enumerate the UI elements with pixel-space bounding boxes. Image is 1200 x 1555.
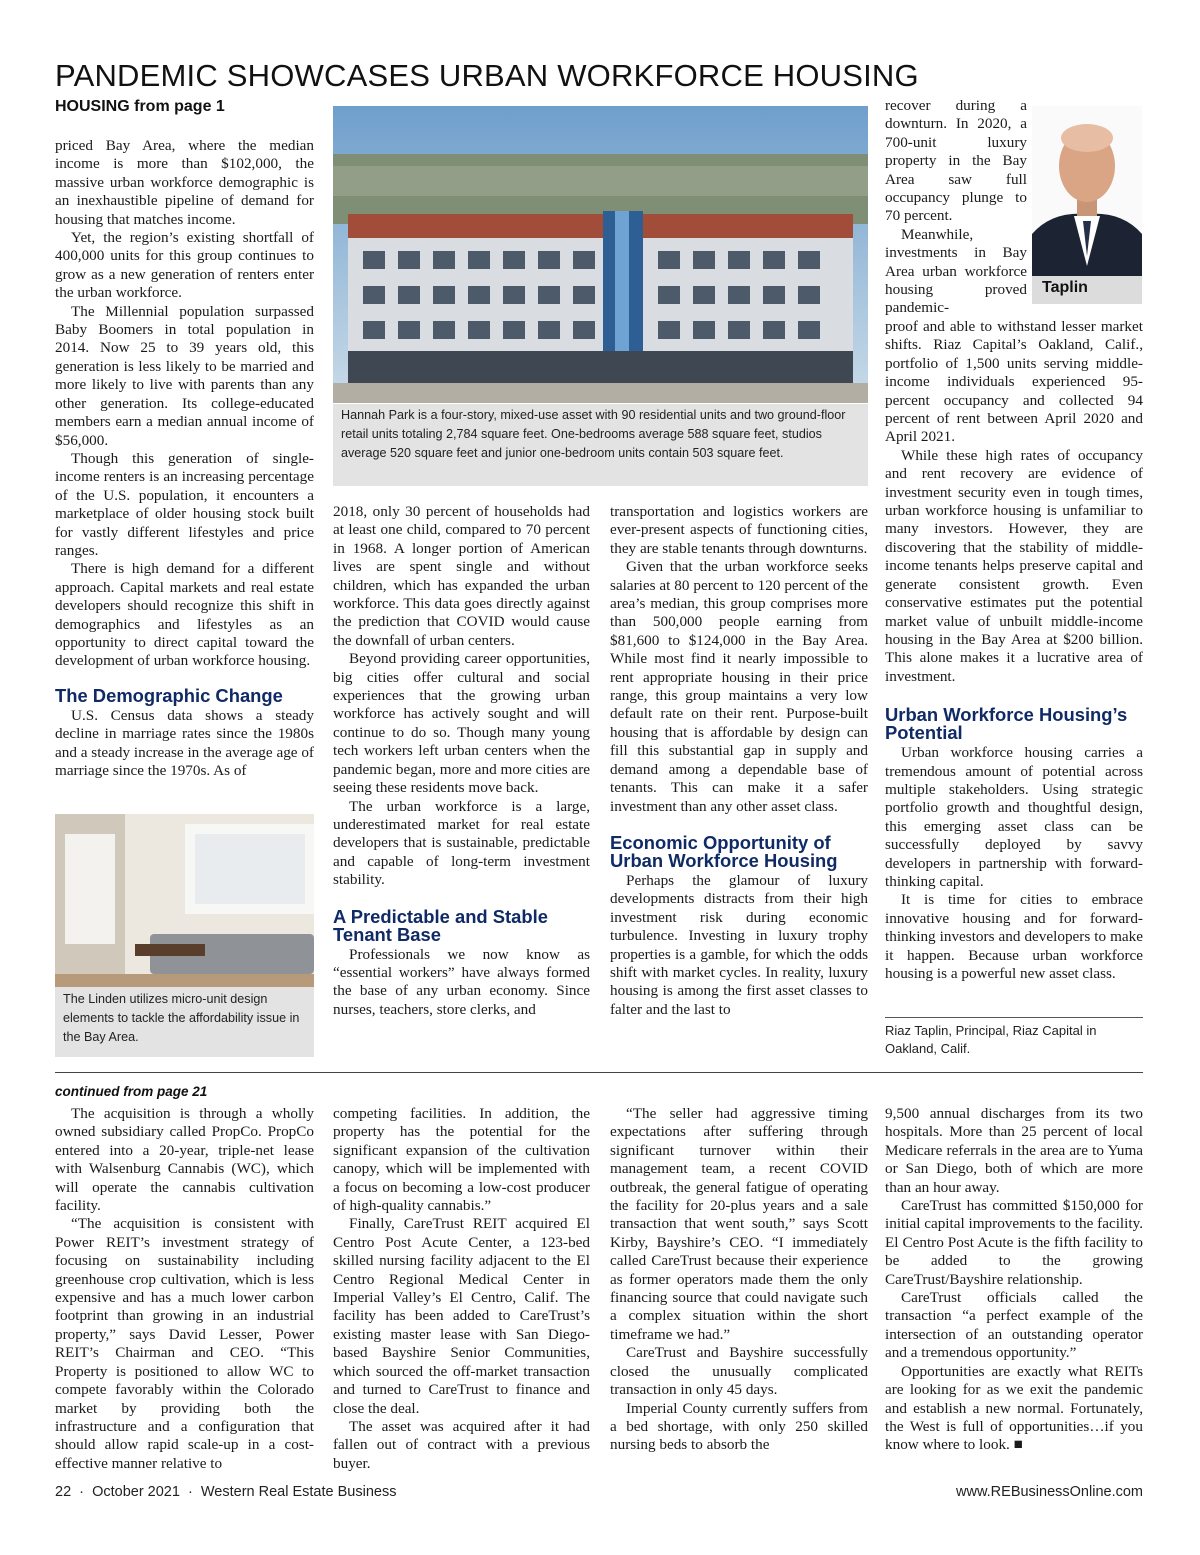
paragraph: Perhaps the glamour of luxury developments distracts from their high investment risk during economic turbulence. Investing in luxury trophy properties is a gamble, for which the odds shift with market cycles. In reality, luxury housing is among the first asset classes to falter and the last to [610, 871, 868, 1018]
paragraph: CareTrust officials called the transaction “a perfect example of the intersection of an outstanding operator and a tremendous opportunity.” [885, 1289, 1143, 1362]
paragraph: Meanwhile, investments in Bay Area urban workforce housing proved pandemic- [885, 225, 1027, 317]
section-divider [55, 1072, 1143, 1073]
paragraph: Imperial County currently suffers from a bed shortage, with only 250 skilled nursing beds to absorb the [610, 1399, 868, 1454]
paragraph: Urban workforce housing carries a tremendous amount of potential across multiple stakeholders. Using strategic portfolio growth and thoughtful design, this emerging asset class can be successfully deployed by savvy developers in partnership with forward-thinking capital. [885, 744, 1143, 890]
subhead-demographic: The Demographic Change [55, 684, 283, 706]
page-footer-left: 22 · October 2021 · Western Real Estate Business [55, 1484, 397, 1500]
paragraph: “The seller had aggressive timing expectations after suffering through significant turnover within their management team, a recent COVID outbreak, the general fatigue of operating the facility for 20-plus years and a sale transaction that went south,” says Scott Kirby, Bayshire’s CEO. “I immediately called CareTrust because their experience as former operators made them the only financing source that could navigate such a complex situation within the short timeframe we had.” [610, 1105, 868, 1343]
continued-column-3 [610, 1105, 868, 1455]
paragraph: competing facilities. In addition, the property has the potential for the significant expansion of the cultivation canopy, which will be implemented with a focus on becoming a low-cost producer of high-quality cannabis.” [333, 1105, 590, 1215]
paragraph: It is time for cities to embrace innovative housing and for forward-thinking investors and developers to make it happen. Because urban workforce housing is a powerful new asset class. [885, 891, 1143, 982]
jump-head: HOUSING from page 1 [55, 98, 225, 115]
paragraph: “The acquisition is consistent with Power REIT’s investment strategy of focusing on sustainability including greenhouse crop cultivation, which is less expensive and has a much lower carbon footprint than growing in an industrial property,” says David Lesser, Power REIT’s Chairman and CEO. “This Property is positioned to allow WC to compete favorably within the Colorado market by providing both the infrastructure and a configuration that should allow rapid scale-up in a cost-effective manner relative to [55, 1215, 314, 1472]
paragraph: The Millennial population surpassed Baby Boomers in total population in 2014. Now 25 to 39 years old, this generation is less likely to be married and more likely to live with parents than any other generation. Its college-educated members earn a median annual income of $56,000. [55, 302, 314, 449]
continued-column-4 [885, 1105, 1143, 1455]
continued-column-2 [333, 1105, 590, 1473]
building-photo-caption: Hannah Park is a four-story, mixed-use asset with 90 residential units and two ground-floor retail units totaling 2,784 square feet. One-bedrooms average 588 square feet, studios average 520 square feet and junior one-bedroom units contain 503 square feet. [333, 404, 868, 486]
paragraph: 2018, only 30 percent of households had at least one child, compared to 70 percent in 1968. A longer portion of American lives are spent single and without children, which has expanded the urban workforce. This data goes directly against the prediction that COVID would cause the downfall of urban centers. [333, 503, 590, 649]
article-column-4 [885, 318, 1143, 983]
portrait-label: Taplin [1032, 276, 1142, 304]
paragraph: Beyond providing career opportunities, big cities offer cultural and social experiences that the growing urban workforce has actively sought and will continue to do so. Though many young tech workers left urban centers when the pandemic began, more and more cities are seeing these residents move back. [333, 650, 590, 797]
building-photo [333, 106, 868, 403]
paragraph: U.S. Census data shows a steady decline in marriage rates since the 1980s and a steady increase in the average age of marriage since the 1970s. As of [55, 706, 314, 779]
paragraph: The acquisition is through a wholly owned subsidiary called PropCo. PropCo entered into a 20-year, triple-net lease with Walsenburg Cannabis (WC), which will operate the cannabis cultivation facility. [55, 1105, 314, 1215]
paragraph: Finally, CareTrust REIT acquired El Centro Post Acute Center, a 123-bed skilled nursing facility adjacent to the El Centro Regional Medical Center in Imperial Valley’s El Centro, Calif. The facility has been added to CareTrust’s existing master lease with San Diego-based Bayshire Senior Communities, which sourced the off-market transaction and turned to CareTrust to finance and close the deal. [333, 1215, 590, 1417]
continued-column-1 [55, 1105, 314, 1473]
page-footer-url[interactable]: www.REBusinessOnline.com [956, 1484, 1143, 1500]
bio-divider [885, 1017, 1143, 1018]
subhead-predictable: A Predictable and Stable Tenant Base [333, 905, 548, 945]
paragraph: There is high demand for a different approach. Capital markets and real estate developers should recognize this shift in demographics and lifestyles as an opportunity to direct capital toward the development of urban workforce housing. [55, 560, 314, 670]
room-photo-caption: The Linden utilizes micro-unit design elements to tackle the affordability issue in the Bay Area. [55, 987, 314, 1057]
paragraph: Yet, the region’s existing shortfall of 400,000 units for this group continues to grow as a new generation of renters enter the urban workforce. [55, 229, 314, 302]
author-portrait [1032, 106, 1142, 276]
paragraph: proof and able to withstand lesser market shifts. Riaz Capital’s Oakland, Calif., portfolio of 1,500 units serving middle-income individuals experienced 95-percent occupancy and collected 94 percent of rent between April 2020 and April 2021. [885, 318, 1143, 446]
article-headline: PANDEMIC SHOWCASES URBAN WORKFORCE HOUSING [55, 58, 919, 93]
continued-head: continued from page 21 [55, 1084, 208, 1099]
author-bio: Riaz Taplin, Principal, Riaz Capital in Oakland, Calif. [885, 1023, 1097, 1056]
paragraph: While these high rates of occupancy and rent recovery are evidence of investment security even in tough times, urban workforce housing is unfamiliar to many investors. However, they are discovering that the stability of middle-income tenants helps preserve capital and generate consistent growth. Even conservative estimates put the potential market value of unbuilt middle-income housing in the Bay Area at $200 billion. This alone makes it a lucrative area of investment. [885, 446, 1143, 685]
paragraph: The asset was acquired after it had fallen out of contract with a previous buyer. [333, 1417, 590, 1472]
paragraph: Given that the urban workforce seeks salaries at 80 percent to 120 percent of the area’s median, this group comprises more than 500,000 people earning from $81,600 to $124,000 in the Bay Area. While most find it nearly impossible to rent appropriate housing in their price range, this group maintains a very low default rate on their rent. Purpose-built housing that is affordable by design can fill this substantial gap in supply and demand among a dependable base of tenants. This can make it a safer investment than any other asset class. [610, 558, 868, 815]
paragraph: recover during a downturn. In 2020, a 700-unit luxury property in the Bay Area saw full occupancy plunge to 70 percent. [885, 97, 1027, 225]
paragraph: Opportunities are exactly what REITs are looking for as we exit the pandemic and establish a new normal. Fortunately, the West is full of opportunities…if you know where to look. ■ [885, 1362, 1143, 1454]
paragraph: 9,500 annual discharges from its two hospitals. More than 25 percent of local Medicare referrals in the area are to Yuma or San Diego, both of which are more than an hour away. [885, 1105, 1143, 1196]
paragraph: transportation and logistics workers are ever-present aspects of functioning cities, they are stable tenants through downturns. [610, 503, 868, 557]
paragraph: The urban workforce is a large, underestimated market for real estate developers that is sustainable, predictable and capable of long-term investment stability. [333, 797, 590, 889]
paragraph: Professionals we now know as “essential workers” have always formed the base of any urban economy. Since nurses, teachers, store clerks, and [333, 945, 590, 1018]
article-column-3 [610, 503, 868, 1019]
paragraph: Though this generation of single-income renters is an increasing percentage of the U.S. population, it encounters a marketplace of older housing stock built for vastly different lifestyles and price ranges. [55, 449, 314, 559]
article-column-1 [55, 137, 314, 780]
paragraph: CareTrust and Bayshire successfully closed the unusually complicated transaction in only 45 days. [610, 1344, 868, 1399]
subhead-economic: Economic Opportunity of Urban Workforce Housing [610, 831, 838, 871]
room-photo [55, 814, 314, 987]
subhead-potential: Urban Workforce Housing’s Potential [885, 704, 1128, 744]
article-column-4-narrow [885, 97, 1027, 318]
paragraph: priced Bay Area, where the median income is more than $102,000, the massive urban workforce demographic is an inexhaustible pipeline of demand for housing that matches income. [55, 137, 314, 228]
article-column-2 [333, 503, 590, 1019]
paragraph: CareTrust has committed $150,000 for initial capital improvements to the facility. El Centro Post Acute is the fifth facility to be added to the growing CareTrust/Bayshire relationship. [885, 1197, 1143, 1288]
